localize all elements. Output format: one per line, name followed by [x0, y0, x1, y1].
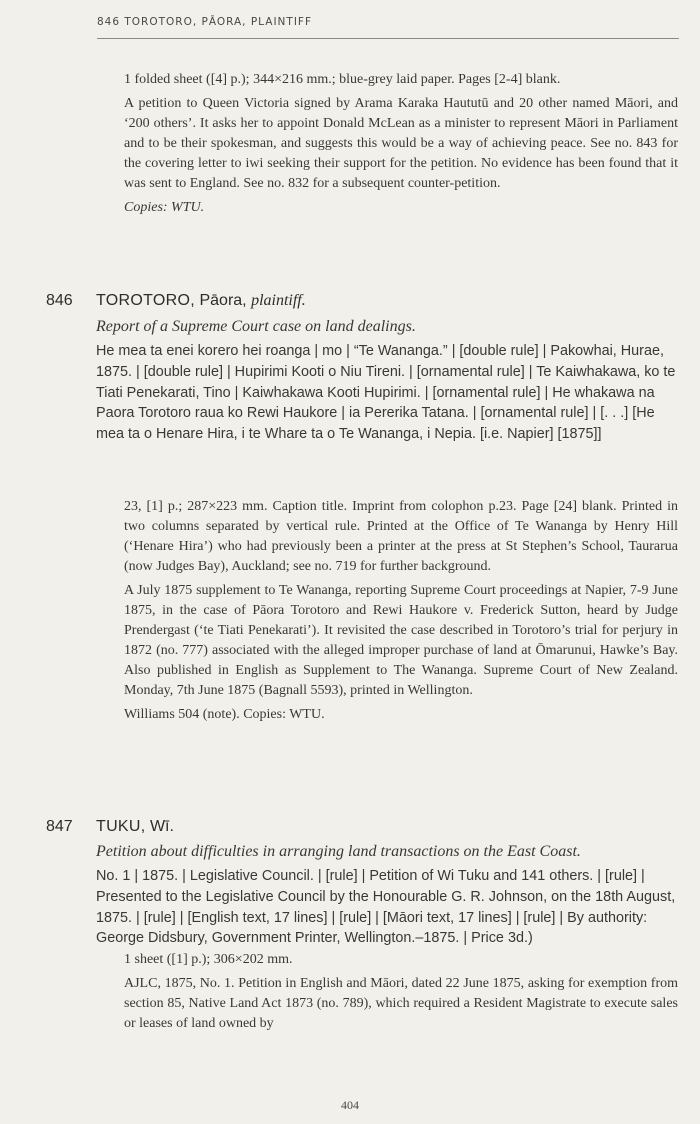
- entry-given-name: Wī.: [149, 818, 174, 835]
- entry-given-name: Pāora,: [199, 292, 247, 309]
- entry-physical: 1 sheet ([1] p.); 306×202 mm.: [124, 952, 293, 967]
- entry-transcription: [96, 341, 678, 445]
- entry-refs: Williams 504 (note). Copies: WTU.: [124, 707, 325, 722]
- header-rule: [97, 38, 679, 39]
- entry-notes: [124, 497, 678, 729]
- transcription-text: No. 1 | 1875. | Legislative Council. | [rule] | Petition of Wi Tuku and 141 others. | [rule] | Presented to the Legislative Council by the Honourable G. R. Johnson, on the 18th August, 1875. | [rule] | [English text, 17 lines] | [rule] | [Māori text, 17 lines] | [rule] | By authority: George Didsbury, Government Printer, Wellington.–1875. | Price 3d.): [96, 868, 676, 947]
- entry-notes: [124, 950, 678, 1038]
- entry-note: A July 1875 supplement to Te Wananga, reporting Supreme Court proceedings at Napier, 7-9 June 1875, in the case of Pāora Torotoro and Rewi Haukore v. Frederick Sutton, heard by Judge Prendergast (‘te Tiati Penekarati’). It revisited the case described in Torotoro’s trial for perjury in 1872 (no. 777) associated with the alleged improper purchase of land at Ōmarunui, Hawke’s Bay. Also published in English as Supplement to The Wananga. Supreme Court of New Zealand. Monday, 7th June 1875 (Bagnall 5593), printed in Wellington.: [124, 583, 678, 698]
- running-head: 846 TOROTORO, PĀORA, PLAINTIFF: [97, 16, 313, 28]
- entry-transcription: [96, 866, 678, 949]
- entry-heading: [96, 818, 174, 836]
- entry-role: plaintiff.: [251, 292, 306, 309]
- entry-subtitle: Petition about difficulties in arranging land transactions on the East Coast.: [96, 843, 581, 860]
- continuation-note: A petition to Queen Victoria signed by Arama Karaka Haututū and 20 other named Māori, and ‘200 others’. It asks her to appoint Donald McLean as a minister to represent Māori in Parliament and to be their spokesman, and suggests this would be a way of achieving peace. See no. 843 for the covering letter to iwi seeking their support for the petition. No evidence has been found that it was sent to England. See no. 832 for a subsequent counter-petition.: [124, 96, 678, 191]
- continuation-block: [124, 70, 678, 222]
- entry-heading: [96, 292, 306, 310]
- entry-number: 846: [46, 292, 73, 309]
- entry-surname: TOROTORO,: [96, 292, 196, 309]
- page-number: 404: [341, 1098, 359, 1112]
- entry-surname: TUKU,: [96, 818, 146, 835]
- entry-note: AJLC, 1875, No. 1. Petition in English and Māori, dated 22 June 1875, asking for exemption from section 85, Native Land Act 1873 (no. 789), which required a Resident Magistrate to execute sales or leases of land owned by: [124, 976, 678, 1031]
- transcription-text: He mea ta enei korero hei roanga | mo | “Te Wananga.” | [double rule] | Pakowhai, Hurae, 1875. | [double rule] | Hupirimi Kooti o Niu Tireni. | [ornamental rule] | Te Kaiwhakawa, ko te Tiati Penekarati, Tino | Kaiwhakawa Kooti Hupirimi. | [ornamental rule] | He whakawa na Paora Torotoro raua ko Rewi Haukore | ia Pererika Tatana. | [ornamental rule] | [. . .] [He mea ta o Henare Hira, i te Whare ta o Te Wananga, i Nepia. [i.e. Napier] [1875]]: [96, 343, 676, 443]
- continuation-physical: 1 folded sheet ([4] p.); 344×216 mm.; blue-grey laid paper. Pages [2-4] blank.: [124, 72, 561, 87]
- entry-subtitle: Report of a Supreme Court case on land dealings.: [96, 318, 416, 335]
- continuation-copies: Copies: WTU.: [124, 200, 205, 215]
- entry-physical: 23, [1] p.; 287×223 mm. Caption title. Imprint from colophon p.23. Page [24] blank. Printed in two columns separated by vertical rule. Printed at the Office of Te Wananga by Henry Hill (‘Henare Hira’) who had previously been a printer at the press at St Stephen’s School, Taurarua (now Judges Bay), Auckland; see no. 719 for further background.: [124, 499, 678, 574]
- entry-number: 847: [46, 818, 73, 835]
